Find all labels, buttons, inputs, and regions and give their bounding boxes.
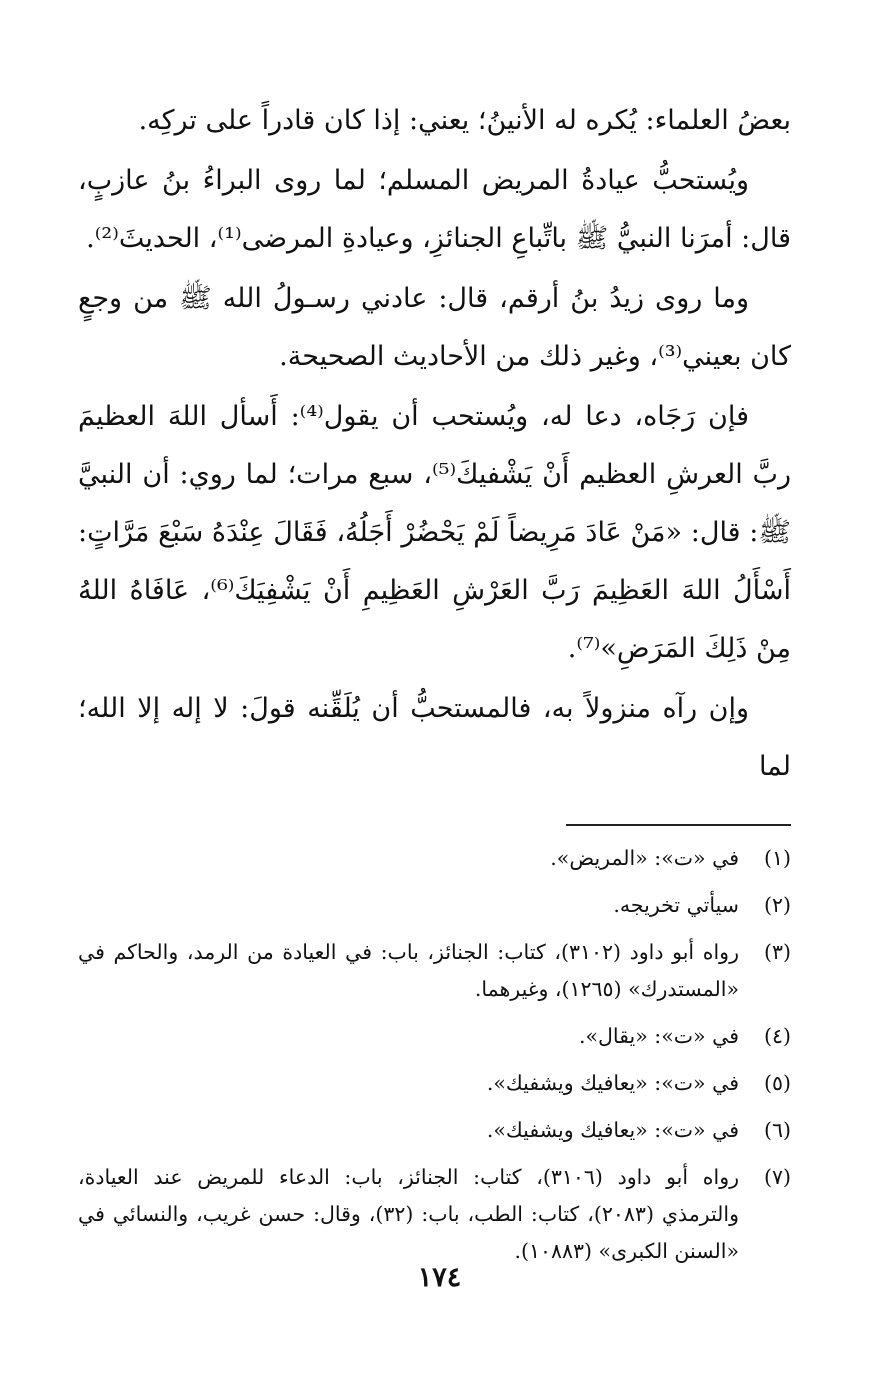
footnote-number: (٣) (763, 940, 791, 964)
footnote-text: في «ت»: «المريض». (550, 846, 739, 870)
page-number: ١٧٤ (417, 1262, 462, 1293)
footnote-4 (78, 1018, 791, 1055)
footnote-text: سيأتي تخريجه. (613, 893, 739, 917)
paragraph-3: وما روى زيدُ بنُ أرقم، قال: عادني رسـولُ الله ﷺ من وجعٍ كان بعيني⁽³⁾، وغير ذلك من الأحاديث الصحيحة. (78, 283, 791, 372)
footnote-divider (566, 824, 791, 826)
main-text (78, 92, 791, 796)
footnote-text: رواه أبو داود (٣١٠٦)، كتاب: الجنائز، باب: الدعاء للمريض عند العيادة، والترمذي (٢٠٨٣)، كتاب: الطب، باب: (٣٢)، وقال: حسن غريب، والنسائي في «السنن الكبرى» (١٠٨٨٣). (78, 1165, 740, 1263)
footnote-number: (٤) (763, 1024, 791, 1048)
footnote-2 (78, 887, 791, 924)
footnote-number: (٥) (763, 1071, 791, 1095)
footnote-text: رواه أبو داود (٣١٠٢)، كتاب: الجنائز، باب: في العيادة من الرمد، والحاكم في «المستدرك» (١٢٦٥)، وغيرهما. (78, 940, 739, 1001)
footnote-text: في «ت»: «يقال». (578, 1024, 739, 1048)
footnote-text: في «ت»: «يعافيك ويشفيك». (486, 1071, 739, 1095)
footnote-text: في «ت»: «يعافيك ويشفيك». (486, 1118, 739, 1142)
footnote-6 (78, 1112, 791, 1149)
paragraph-4: فإن رَجَاه، دعا له، ويُستحب أن يقول⁽⁴⁾: أَسأل اللهَ العظيمَ ربَّ العرشِ العظيم أَنْ يَشْفيكَ⁽⁵⁾، سبع مرات؛ لما روي: أن النبيَّ ﷺ: قال: «مَنْ عَادَ مَرِيضاً لَمْ يَحْضُرْ أَجَلُهُ، فَقَالَ عِنْدَهُ سَبْعَ مَرَّاتٍ: أَسْأَلُ اللهَ العَظِيمَ رَبَّ العَرْشِ العَظِيمِ أَنْ يَشْفِيَكَ⁽⁶⁾، عَافَاهُ اللهُ مِنْ ذَلِكَ المَرَضِ»⁽⁷⁾. (78, 401, 791, 664)
footnote-5 (78, 1065, 791, 1102)
footnote-7 (78, 1159, 791, 1270)
footnote-number: (٧) (763, 1165, 791, 1189)
footnotes (78, 840, 791, 1270)
paragraph-1: بعضُ العلماء: يُكره له الأنينُ؛ يعني: إذا كان قادراً على تركِه. (138, 105, 791, 136)
footnote-number: (٦) (763, 1118, 791, 1142)
paragraph-5: وإن رآه منزولاً به، فالمستحبُّ أن يُلَقِّنه قولَ: لا إله إلا الله؛ لما (78, 693, 791, 782)
footnote-3 (78, 934, 791, 1008)
footnote-number: (١) (763, 846, 791, 870)
footnote-number: (٢) (763, 893, 791, 917)
paragraph-2: ويُستحبُّ عيادةُ المريض المسلم؛ لما روى البراءُ بنُ عازبٍ، قال: أمرَنا النبيُّ ﷺ باتِّباعِ الجنائزِ، وعيادةِ المرضى⁽¹⁾، الحديثَ⁽²⁾. (78, 165, 791, 254)
footnote-1 (78, 840, 791, 877)
